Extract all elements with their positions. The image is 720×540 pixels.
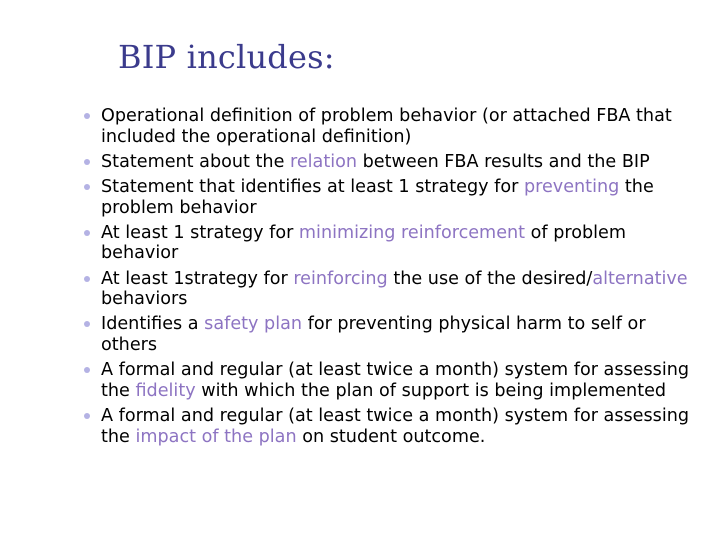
bullet-list [101,106,706,452]
bullet-text: the use of the desired/ [387,268,593,289]
highlighted-term: reinforcing [293,268,388,289]
bullet-item [101,223,706,264]
highlighted-term: alternative [592,268,688,289]
bullet-text: Identifies a [101,314,205,335]
bullet-dot-icon [84,321,90,327]
bullet-text: the problem behavior [101,177,654,218]
bullet-text: Statement about the [101,151,290,172]
highlighted-term: relation [290,151,358,172]
bullet-item [101,406,706,447]
bullet-text: Operational definition of problem behavior (or attached FBA that included the operational definition) [101,106,672,147]
highlighted-term: fidelity [135,380,196,401]
bullet-text: At least 1 strategy for [101,222,299,243]
bullet-item [101,269,706,310]
bullet-text: At least 1strategy for [101,268,294,289]
bullet-item [101,360,706,401]
bullet-text: A formal and regular (at least twice a month) system for assessing the [101,360,690,401]
bullet-item [101,106,706,147]
bullet-text: for preventing physical harm to self or others [101,314,646,355]
bullet-text: behaviors [101,289,188,310]
bullet-text: with which the plan of support is being implemented [195,380,667,401]
bullet-dot-icon [84,184,90,190]
slide-title: BIP includes: [118,38,335,76]
bullet-item [101,152,706,173]
bullet-text: on student outcome. [296,426,486,447]
highlighted-term: preventing [523,177,620,198]
bullet-dot-icon [84,230,90,236]
highlighted-term: impact of the plan [135,426,297,447]
bullet-item [101,314,706,355]
highlighted-term: safety plan [204,314,303,335]
bullet-dot-icon [84,367,90,373]
bullet-item [101,177,706,218]
bullet-dot-icon [84,276,90,282]
bullet-text: A formal and regular (at least twice a month) system for assessing the [101,406,690,447]
bullet-dot-icon [84,159,90,165]
bullet-text: Statement that identifies at least 1 strategy for [101,177,524,198]
bullet-text: between FBA results and the BIP [357,151,650,172]
bullet-dot-icon [84,113,90,119]
bullet-text: of problem behavior [101,222,627,264]
bullet-dot-icon [84,413,90,419]
highlighted-term: minimizing reinforcement [298,222,526,243]
